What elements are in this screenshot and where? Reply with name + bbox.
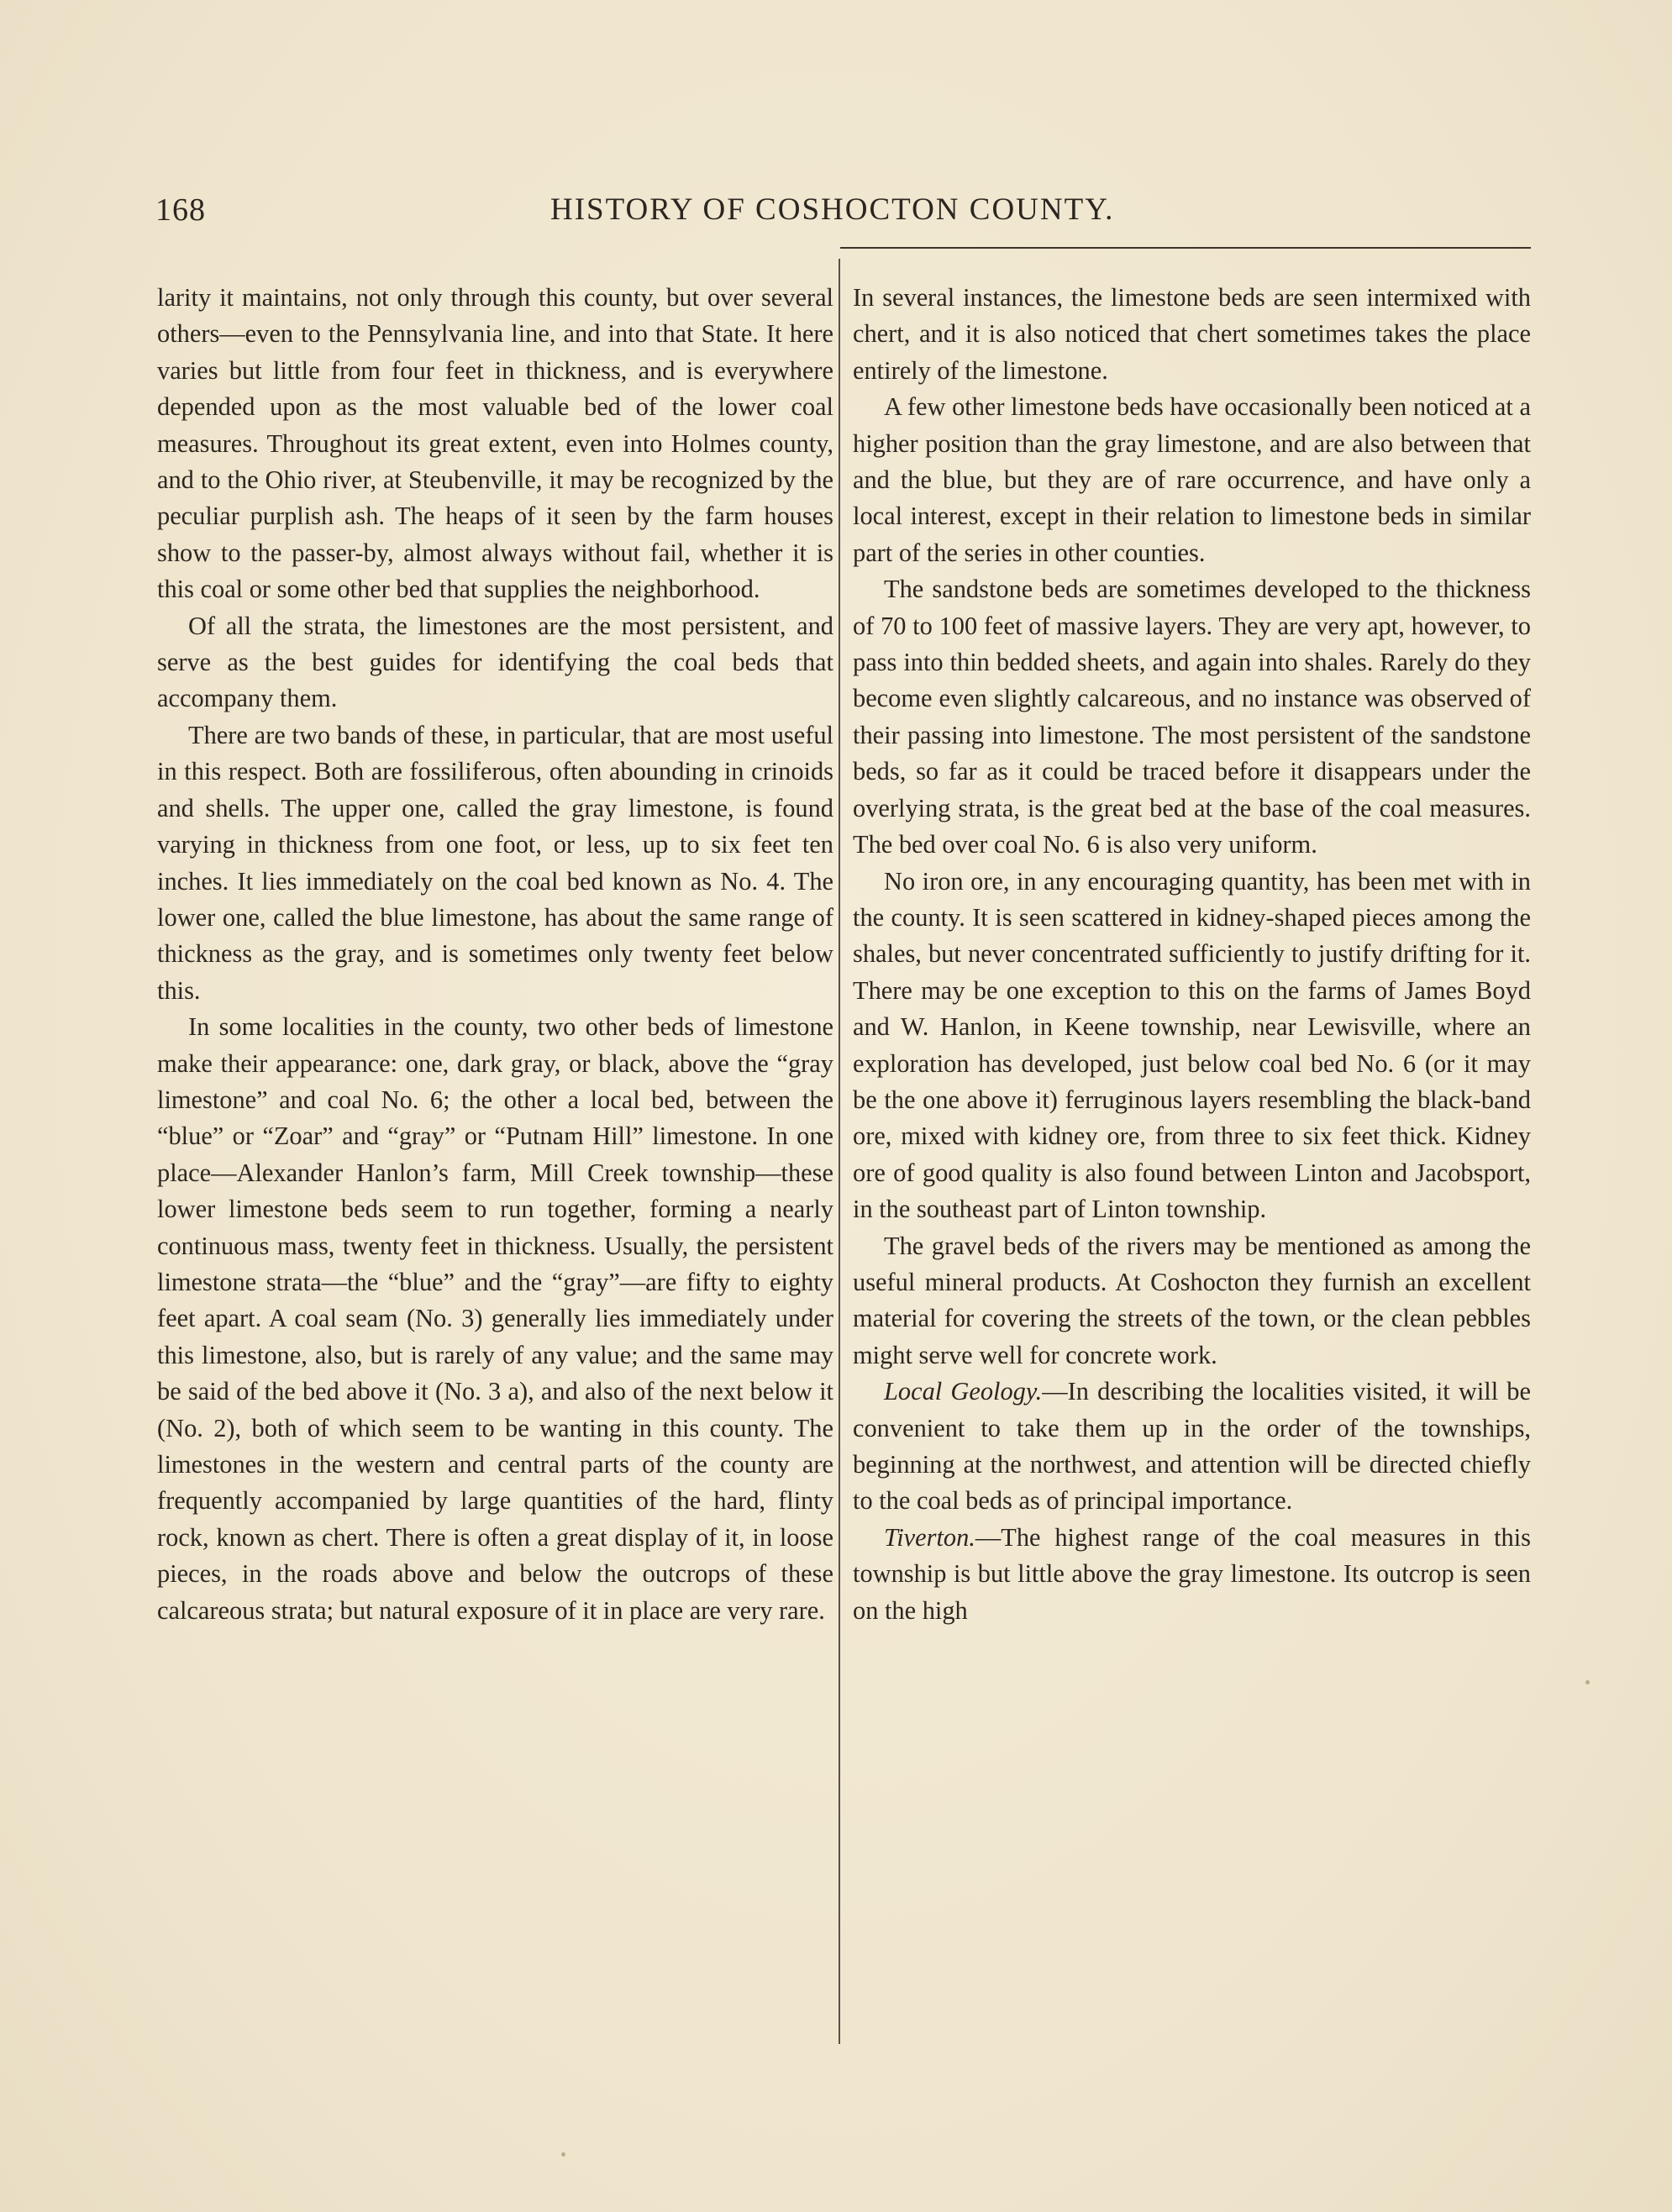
running-title: HISTORY OF COSHOCTON COUNTY. (550, 192, 1115, 227)
page-number: 168 (155, 192, 206, 228)
section-paragraph-local-geology (853, 1374, 1531, 1520)
paragraph: The gravel beds of the rivers may be mentioned as among the useful mineral products. At Coshocton they furnish an excellent material for covering the streets of the town, or the clean pebbles might serve well for concrete work. (853, 1231, 1531, 1369)
paragraph: No iron ore, in any encouraging quantity, has been met with in the county. It is seen scattered in kidney-shaped pieces among the shales, but never concentrated sufficiently to justify drifting for it. There may be one exception to this on the farms of James Boyd and W. Hanlon, in Keene township, near Lewisville, where an exploration has developed, just below coal bed No. 6 (or it may be the one above it) ferruginous layers resembling the black-band ore, mixed with kidney ore, from three to six feet thick. Kidney ore of good quality is also found between Linton and Jacobsport, in the southeast part of Linton township. (853, 866, 1531, 1224)
paragraph: Of all the strata, the limestones are the most persistent, and serve as the best guides for identifying the coal beds that accompany them. (157, 611, 833, 713)
paragraph: In several instances, the limestone beds are seen intermixed with chert, and it is also noticed that chert sometimes takes the place entirely of the limestone. (853, 283, 1531, 385)
section-text: —The highest range of the coal measures in this township is but little above the gray limestone. Its outcrop is seen on the high (853, 1522, 1531, 1625)
section-heading: Local Geology. (884, 1377, 1043, 1406)
paragraph: larity it maintains, not only through this county, but over several others—even to the Pennsylvania line, and into that State. It here varies but little from four feet in thickness, and is everywhere depended upon as the most valuable bed of the lower coal measures. Throughout its great extent, even into Holmes county, and to the Ohio river, at Steubenville, it may be recognized by the peculiar purplish ash. The heaps of it seen by the farm houses show to the passer-by, almost always without fail, whether it is this coal or some other bed that supplies the neighborhood. (157, 283, 833, 604)
left-column (157, 280, 833, 1629)
page-header (155, 192, 1533, 234)
right-column (853, 280, 1531, 1629)
paragraph: The sandstone beds are sometimes developed to the thickness of 70 to 100 feet of massive layers. They are very apt, however, to pass into thin bedded sheets, and again into shales. Rarely do they become even slightly calcareous, and no instance was observed of their passing into limestone. The most persistent of the sandstone beds, so far as it could be traced before it disappears under the overlying strata, is the great bed at the base of the coal measures. The bed over coal No. 6 is also very uniform. (853, 575, 1531, 859)
section-paragraph-tiverton (853, 1520, 1531, 1629)
paragraph: In some localities in the county, two other beds of limestone make their appearance: one, dark gray, or black, above the “gray limestone” and coal No. 6; the other a local bed, between the “blue” or “Zoar” and “gray” or “Putnam Hill” limestone. In one place—Alexander Hanlon’s farm, Mill Creek township—these lower limestone beds seem to run together, forming a nearly continuous mass, twenty feet in thickness. Usually, the persistent limestone strata—the “blue” and the “gray”—are fifty to eighty feet apart. A coal seam (No. 3) generally lies immediately under this limestone, also, but is rarely of any value; and the same may be said of the bed above it (No. 3 a), and also of the next below it (No. 2), both of which seem to be wanting in this county. The limestones in the western and central parts of the county are frequently accompanied by large quantities of the hard, flinty rock, known as chert. There is often a great display of it, in loose pieces, in the roads above and below the outcrops of these calcareous strata; but natural exposure of it in place are very rare. (157, 1012, 833, 1625)
paragraph: There are two bands of these, in particular, that are most useful in this respect. Both are fossiliferous, often abounding in crinoids and shells. The upper one, called the gray limestone, is found varying in thickness from one foot, or less, up to six feet ten inches. It lies immediately on the coal bed known as No. 4. The lower one, called the blue limestone, has about the same range of thickness as the gray, and is sometimes only twenty feet below this. (157, 720, 833, 1005)
section-heading: Tiverton. (884, 1522, 975, 1552)
paragraph: A few other limestone beds have occasionally been noticed at a higher position than the gray limestone, and are also between that and the blue, but they are of rare occurrence, and have only a local interest, except in their relation to limestone beds in similar part of the series in other counties. (853, 392, 1531, 567)
column-divider (839, 259, 840, 2044)
paper-speck (1585, 1680, 1590, 1684)
header-rule (840, 247, 1531, 249)
paper-speck (561, 2152, 565, 2157)
section-text: —In describing the localities visited, it will be convenient to take them up in the order of the townships, beginning at the northwest, and attention will be directed chiefly to the coal beds as of principal importance. (853, 1377, 1531, 1516)
